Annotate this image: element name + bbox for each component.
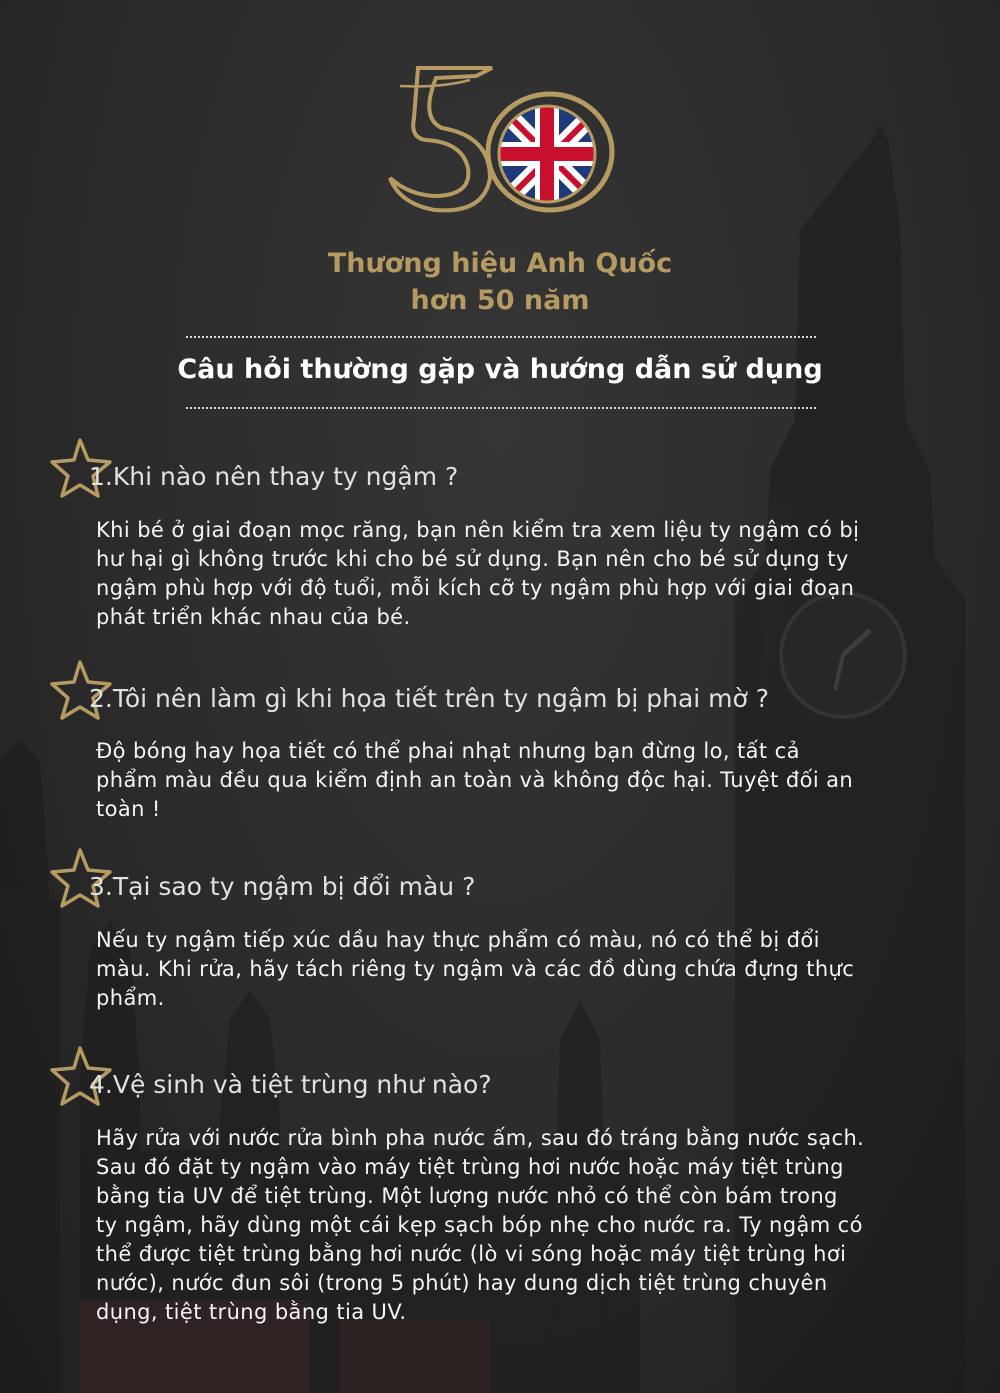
faq-question-3: 3.Tại sao ty ngậm bị đổi màu ? bbox=[89, 872, 476, 901]
answer-line: nước), nước đun sôi (trong 5 phút) hay dung dịch tiệt trùng chuyên bbox=[96, 1271, 828, 1295]
dotted-divider-bottom bbox=[186, 407, 816, 409]
answer-line: Hãy rửa với nước rửa bình pha nước ấm, sau đó tráng bằng nước sạch. bbox=[96, 1126, 865, 1150]
answer-line: phẩm màu đều qua kiểm định an toàn và không độc hại. Tuyệt đối an bbox=[96, 768, 854, 792]
answer-line: phẩm. bbox=[96, 986, 165, 1010]
answer-line: hư hại gì không trước khi cho bé sử dụng. Bạn nên cho bé sử dụng ty bbox=[96, 547, 849, 571]
dotted-divider-top bbox=[186, 336, 816, 338]
answer-line: bằng tia UV để tiệt trùng. Một lượng nước nhỏ có thể còn bám trong bbox=[96, 1184, 838, 1208]
brand-tagline-line2: hơn 50 năm bbox=[410, 285, 590, 316]
answer-line: Độ bóng hay họa tiết có thể phai nhạt nhưng bạn đừng lo, tất cả bbox=[96, 739, 800, 763]
answer-line: Nếu ty ngậm tiếp xúc dầu hay thực phẩm có màu, nó có thể bị đổi bbox=[96, 928, 820, 952]
answer-line: Sau đó đặt ty ngậm vào máy tiệt trùng hơi nước hoặc máy tiệt trùng bbox=[96, 1155, 844, 1179]
answer-line: thể được tiệt trùng bằng hơi nước (lò vi sóng hoặc máy tiệt trùng hơi bbox=[96, 1242, 847, 1266]
page-title: Câu hỏi thường gặp và hướng dẫn sử dụng bbox=[177, 354, 823, 385]
brand-tagline-line1: Thương hiệu Anh Quốc bbox=[327, 248, 673, 279]
answer-line: Khi bé ở giai đoạn mọc răng, bạn nên kiểm tra xem liệu ty ngậm có bị bbox=[96, 518, 860, 542]
faq-question-1: 1.Khi nào nên thay ty ngậm ? bbox=[89, 462, 459, 491]
answer-line: phát triển khác nhau của bé. bbox=[96, 605, 411, 629]
faq-question-4: 4.Vệ sinh và tiệt trùng như nào? bbox=[89, 1070, 492, 1099]
answer-line: màu. Khi rửa, hãy tách riêng ty ngậm và các đồ dùng chứa đựng thực bbox=[96, 957, 855, 981]
faq-answer-2 bbox=[96, 737, 956, 824]
faq-answer-4 bbox=[96, 1124, 956, 1327]
answer-line: ty ngậm, hãy dùng một cái kẹp sạch bóp nhẹ cho nước ra. Ty ngậm có bbox=[96, 1213, 863, 1237]
faq-answer-1 bbox=[96, 516, 956, 632]
faq-question-2: 2.Tôi nên làm gì khi họa tiết trên ty ngậm bị phai mờ ? bbox=[89, 684, 770, 713]
answer-line: ngậm phù hợp với độ tuổi, mỗi kích cỡ ty ngậm phù hợp với giai đoạn bbox=[96, 576, 855, 600]
answer-line: dụng, tiệt trùng bằng tia UV. bbox=[96, 1300, 407, 1324]
brand-50-logo bbox=[380, 58, 630, 218]
answer-line: toàn ! bbox=[96, 797, 161, 821]
faq-answer-3 bbox=[96, 926, 956, 1013]
